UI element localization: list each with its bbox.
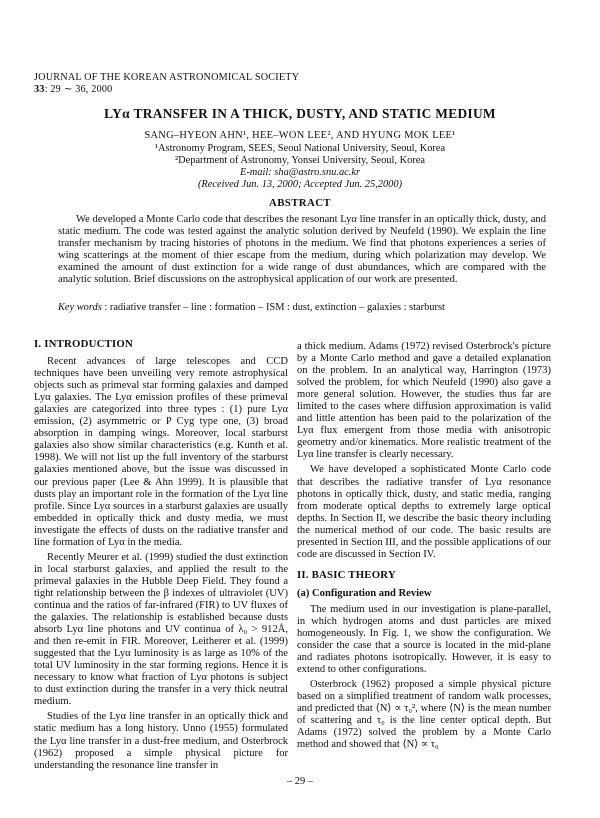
journal-header	[34, 72, 299, 96]
theory-paragraph-2: Osterbrock (1962) proposed a simple physical picture based on a simplified treatment of random walk processes, and predicted that ⟨N⟩ ∝ τ₀², where ⟨N⟩ is the mean number of scattering and τ₀ is the line center optical depth. But Adams (1972) solved the problem by a Monte Carlo method and showed that ⟨N⟩ ∝ τ₀	[297, 679, 551, 751]
section-heading-introduction: I. INTRODUCTION	[34, 338, 133, 350]
subsection-heading-configuration: (a) Configuration and Review	[297, 587, 432, 599]
intro-paragraph-2: Recently Meurer et al. (1999) studied the dust extinction in local starburst galaxies, and applied the result to the primeval galaxies in the Hubble Deep Field. They found a tight relationship between the β indexes of ultraviolet (UV) continua and the ratios of far-infrared (FIR) to UV fluxes of the galaxies. The relationship is established because dusts absorb Lyα line photons and UV continua of λ₀ > 912Å, and then re-emit in FIR. Moreover, Leitherer et al. (1999) suggested that the Lyα luminosity is as large as 10% of the total UV luminosity in the star forming regions. Hence it is necessary to know what fraction of Lyα photons is subject to dust extinction during the transfer in a very thick neutral medium.	[34, 551, 288, 708]
keywords-label: Key words	[58, 302, 102, 313]
received-dates: (Received Jun. 13, 2000; Accepted Jun. 25,2000)	[197, 179, 403, 190]
left-column	[34, 338, 288, 775]
theory-paragraph-1: The medium used in our investigation is plane-parallel, in which hydrogen atoms and dust particles are mixed homogeneously. In Fig. 1, we show the configuration. We consider the case that a source is located in the mid-plane and radiates photons isotropically. However, it is easy to extend to other configurations.	[297, 603, 551, 676]
section-heading-basic-theory: II. BASIC THEORY	[297, 568, 396, 581]
intro-paragraph-1: Recent advances of large telescopes and CCD techniques have been unveiling very remote astrophysical objects such as primeval star forming galaxies and damped Lyα galaxies. The Lyα emission profiles of these primeval galaxies are categorized into three types : (1) pure Lyα emission, (2) asymmetric or P Cyg type one, (3) broad absorption in damping wings. Moreover, local starburst galaxies also show similar characteristics (e.g. Kunth et al. 1998). We will not list up the full inventory of the starburst galaxies mentioned above, but the issue was discussed in our previous paper (Lee & Ahn 1999). It is plausible that dusts play an important role in the formation of the Lyα line profile. Since Lyα sources in a starburst galaxies are usually embedded in optically thick and dusty media, we must investigate the effects of dusts on the radiative transfer and line formation of Lyα in the media.	[34, 356, 288, 548]
author-email: E-mail: sha@astro.snu.ac.kr	[240, 167, 360, 178]
journal-name: JOURNAL OF THE KOREAN ASTRONOMICAL SOCIETY	[34, 72, 300, 83]
affiliation-1: ¹Astronomy Program, SEES, Seoul National University, Seoul, Korea	[154, 143, 446, 154]
intro-paragraph-4: We have developed a sophisticated Monte Carlo code that describes the radiative transfer of Lyα resonance photons in optically thick, dusty, and static media, ranging from moderate optical depths to extremely large optical depths. In Section II, we describe the basic theory including the numerical method of our code. The basic results are presented in Section III, and the possible applications of our code are discussed in Section IV.	[297, 464, 551, 560]
page-range: : 29 ∼ 36, 2000	[44, 84, 113, 95]
abstract-heading: ABSTRACT	[269, 197, 331, 209]
volume-number: 33	[34, 84, 45, 95]
keywords-line	[58, 302, 558, 313]
paper-title: LYα TRANSFER IN A THICK, DUSTY, AND STATIC MEDIUM	[104, 106, 496, 121]
author-list: SANG–HYEON AHN¹, HEE–WON LEE², AND HYUNG MOK LEE¹	[144, 130, 456, 141]
abstract-text: We developed a Monte Carlo code that describes the resonant Lyα line transfer in an optically thick, dusty, and static medium. The code was tested against the analytic solution derived by Neufeld (1990). We explain the line transfer mechanism by tracing histories of photons in the medium. We find that photons experiences a series of wing scatterings at the moment of thier escape from the medium, during which polarization may develop. We examined the amount of dust extinction for a wide range of dust abundances, which are compared with the analytic solution. Brief discussions on the astrophysical application of our work are presented.	[58, 214, 546, 286]
page-number: – 29 –	[287, 776, 313, 787]
affiliation-2: ²Department of Astronomy, Yonsei University, Seoul, Korea	[175, 155, 425, 166]
journal-volume-line	[34, 84, 299, 96]
intro-paragraph-3: Studies of the Lyα line transfer in an optically thick and static medium has a long history. Unno (1955) formulated the Lyα line transfer in a dust-free medium, and Osterbrock (1962) proposed a simple physical picture for understanding the resonance line transfer in	[34, 711, 288, 771]
keywords-text: : radiative transfer – line : formation – ISM : dust, extinction – galaxies : starburst	[101, 302, 445, 313]
intro-paragraph-continued: a thick medium. Adams (1972) revised Osterbrock's picture by a Monte Carlo method and gave a detailed explanation on the problem. In an analytical way, Harrington (1973) solved the problem, for which Neufeld (1990) also gave a more general solution. However, the studies thus far are limited to the cases where diffusion approximation is valid and little attention has been paid to the polarization of the Lyα flux emergent from those media with anisotropic geometry and/or kinematics. More realistic treatment of the Lyα line transfer is clearly necessary.	[297, 341, 551, 461]
right-column	[297, 341, 551, 755]
